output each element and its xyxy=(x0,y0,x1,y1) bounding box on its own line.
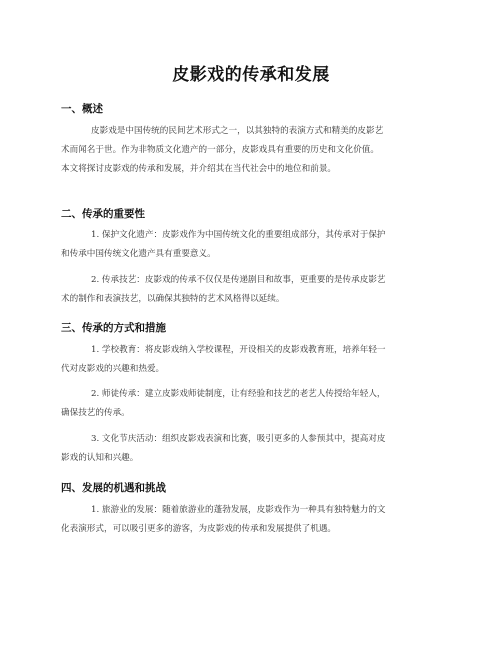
list-item xyxy=(61,271,441,309)
list-item xyxy=(61,501,441,539)
section-heading-importance: 二、传承的重要性 xyxy=(61,208,145,220)
paragraph-line: 化表演形式，可以吸引更多的游客，为皮影戏的传承和发展提供了机遇。 xyxy=(61,524,337,534)
paragraph-line: 术的制作和表演技艺，以确保其独特的艺术风格得以延续。 xyxy=(61,294,285,304)
paragraph-line: 1. 学校教育：将皮影戏纳入学校课程，开设相关的皮影戏教育班，培养年轻一 xyxy=(91,345,386,355)
list-item xyxy=(61,385,441,423)
paragraph-line: 影戏的认知和兴趣。 xyxy=(61,453,139,463)
section-heading-methods: 三、传承的方式和措施 xyxy=(61,322,166,334)
paragraph-line: 3. 文化节庆活动：组织皮影戏表演和比赛，吸引更多的人参预其中，提高对皮 xyxy=(91,434,386,444)
paragraph-line: 术而闻名于世。作为非物质文化遗产的一部分，皮影戏具有重要的历史和文化价值。 xyxy=(61,145,379,155)
paragraph-line: 和传承中国传统文化遗产具有重要意义。 xyxy=(61,249,216,259)
paragraph-line: 确保技艺的传承。 xyxy=(61,408,130,418)
document-title: 皮影戏的传承和发展 xyxy=(172,65,330,85)
list-item xyxy=(61,341,441,379)
paragraph-line: 皮影戏是中国传统的民间艺术形式之一，以其独特的表演方式和精美的皮影艺 xyxy=(91,126,384,136)
paragraph-line: 1. 保护文化遗产：皮影戏作为中国传统文化的重要组成部分，其传承对于保护 xyxy=(91,230,386,240)
paragraph-line: 2. 师徒传承：建立皮影戏师徒制度，让有经验和技艺的老艺人传授给年轻人， xyxy=(91,389,386,399)
list-item xyxy=(61,430,441,468)
paragraph-line: 1. 旅游业的发展：随着旅游业的蓬勃发展，皮影戏作为一种具有独特魅力的文 xyxy=(91,505,386,515)
paragraph-line: 本文将探讨皮影戏的传承和发展，并介绍其在当代社会中的地位和前景。 xyxy=(61,164,337,174)
list-item xyxy=(61,226,441,264)
section-heading-overview: 一、概述 xyxy=(61,103,103,115)
paragraph-line: 代对皮影戏的兴趣和热爱。 xyxy=(61,364,165,374)
section-heading-opportunities: 四、发展的机遇和挑战 xyxy=(61,482,166,494)
paragraph-line: 2. 传承技艺：皮影戏的传承不仅仅是传递剧目和故事，更重要的是传承皮影艺 xyxy=(91,275,386,285)
paragraph-overview xyxy=(61,122,441,179)
